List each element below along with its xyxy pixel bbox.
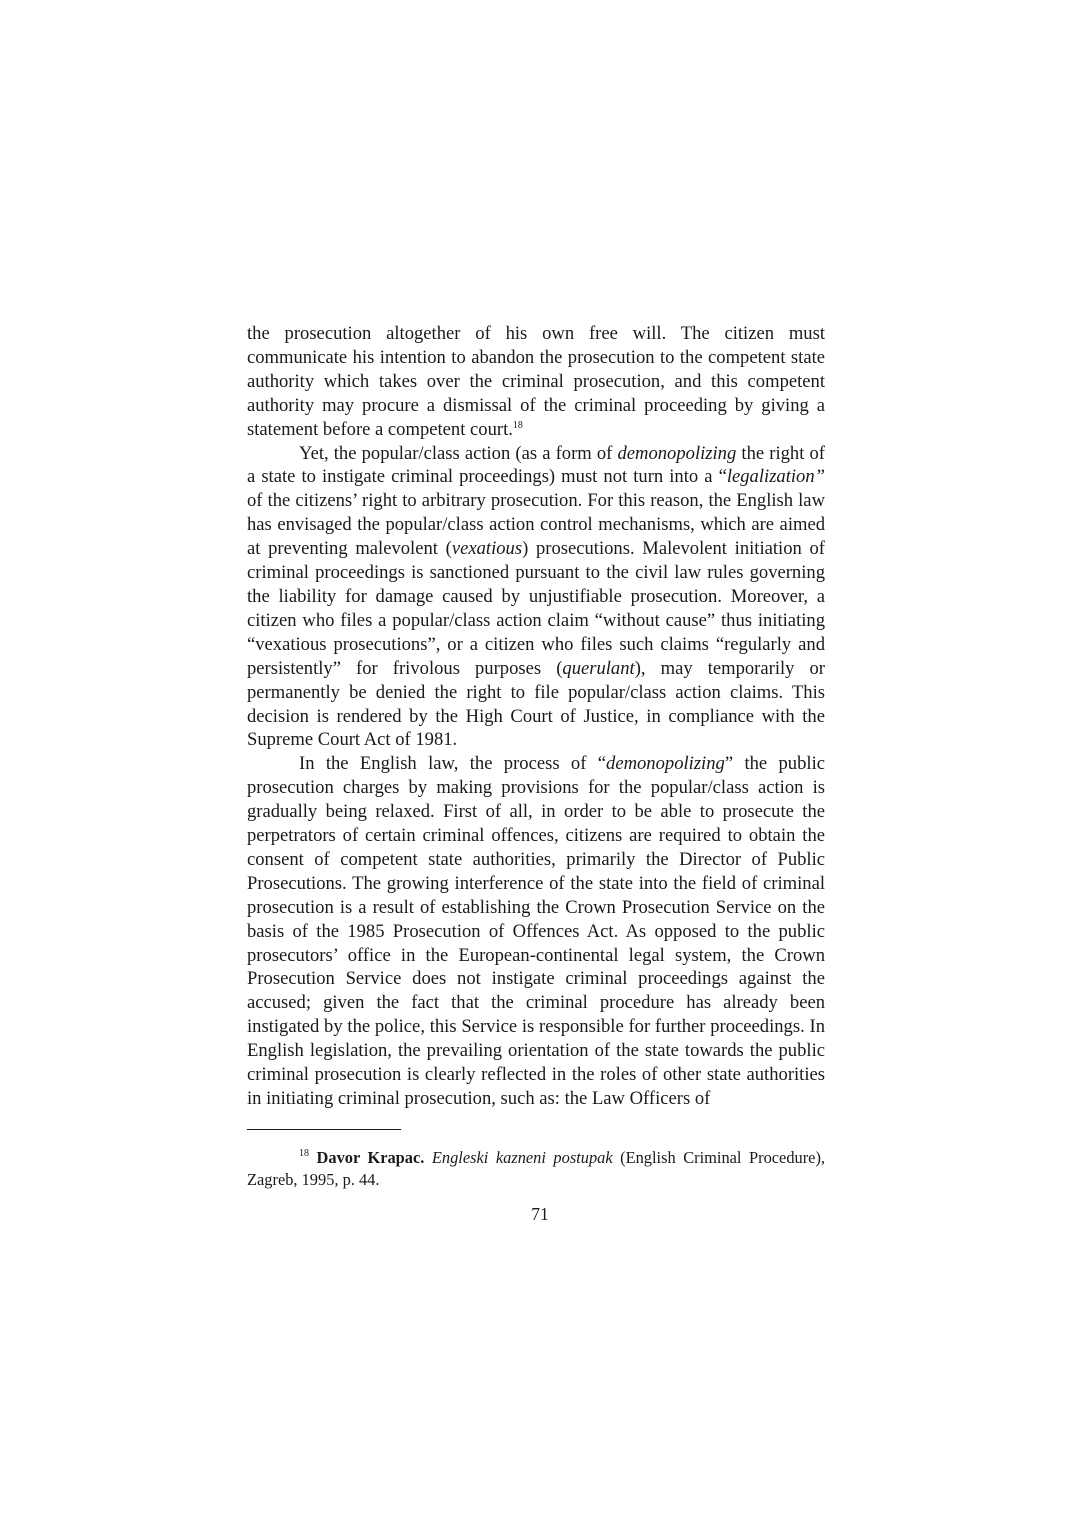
- emphasis-demonopolizing: demonopolizing: [606, 753, 725, 775]
- emphasis-vexatious: vexatious: [451, 538, 523, 560]
- footnote-number: 18: [299, 1148, 309, 1159]
- paragraph-2-text: of the citizens’ right to arbitrary prosecution. For this reason, the English law has envisaged the popular/class action control mechanisms, which are aimed at preventing malevolent (: [247, 490, 825, 560]
- footnote-18: [247, 1147, 825, 1191]
- paragraph-2-text: ) prosecutions. Malevolent initiation of criminal proceedings is sanctioned pursuant to the civil law rules governing the liability for damage caused by unjustifiable prosecution. Moreover, a citizen who files a popular/class action claim “without cause” thus initiating “vexatious prosecutions”, or a citizen who files such claims “regularly and persistently” for frivolous purposes (: [247, 538, 825, 679]
- paragraph-1-text: the prosecution altogether of his own free will. The citizen must communicate his intention to abandon the prosecution to the competent state authority which takes over the criminal prosecution, and this competent authority may procure a dismissal of the criminal proceeding by giving a statement before a competent court.: [247, 323, 825, 440]
- paragraph-3-text: ” the public prosecution charges by making provisions for the popular/class action is gradually being relaxed. First of all, in order to be able to prosecute the perpetrators of certain criminal offences, citizens are required to obtain the consent of competent state authorities, primarily the Director of Public Prosecutions. The growing interference of the state into the field of criminal prosecution is a result of establishing the Crown Prosecution Service on the basis of the 1985 Prosecution of Offences Act. As opposed to the public prosecutors’ office in the European-continental legal system, the Crown Prosecution Service does not instigate criminal proceedings against the accused; given the fact that the criminal procedure has already been instigated by the police, this Service is responsible for further proceedings. In English legislation, the prevailing orientation of the state towards the public criminal prosecution is clearly reflected in the roles of other state authorities in initiating criminal prosecution, such as: the Law Officers of: [247, 753, 825, 1109]
- footnote-details: (English Criminal Procedure), Zagreb, 1995, p. 44.: [247, 1148, 825, 1189]
- footnote-separator: [247, 1129, 401, 1130]
- paragraph-3: [247, 752, 825, 1111]
- main-text: [247, 322, 825, 1111]
- footnote-title: Engleski kazneni postupak: [431, 1148, 613, 1167]
- page-number: 71: [531, 1204, 549, 1224]
- paragraph-2-text: the right of a state to instigate criminal proceedings) must not turn into a “: [247, 442, 825, 488]
- footnote-ref-18[interactable]: 18: [512, 419, 523, 431]
- paragraph-2-text: Yet, the popular/class action (as a form of: [299, 442, 618, 464]
- paragraph-2-text: ), may temporarily or permanently be denied the right to file popular/class action claims. This decision is rendered by the High Court of Justice, in compliance with the Supreme Court Act of 1981.: [247, 657, 826, 751]
- paragraph-2: [247, 442, 825, 753]
- emphasis-querulant: querulant: [562, 657, 635, 679]
- paragraph-3-text: In the English law, the process of “: [299, 753, 607, 775]
- paragraph-1: [247, 322, 825, 442]
- emphasis-demonopolizing: demonopolizing: [617, 442, 737, 464]
- footnote-author: Davor Krapac.: [316, 1148, 425, 1167]
- footnote-text: [247, 1147, 825, 1191]
- emphasis-legalization: legalization”: [726, 466, 825, 488]
